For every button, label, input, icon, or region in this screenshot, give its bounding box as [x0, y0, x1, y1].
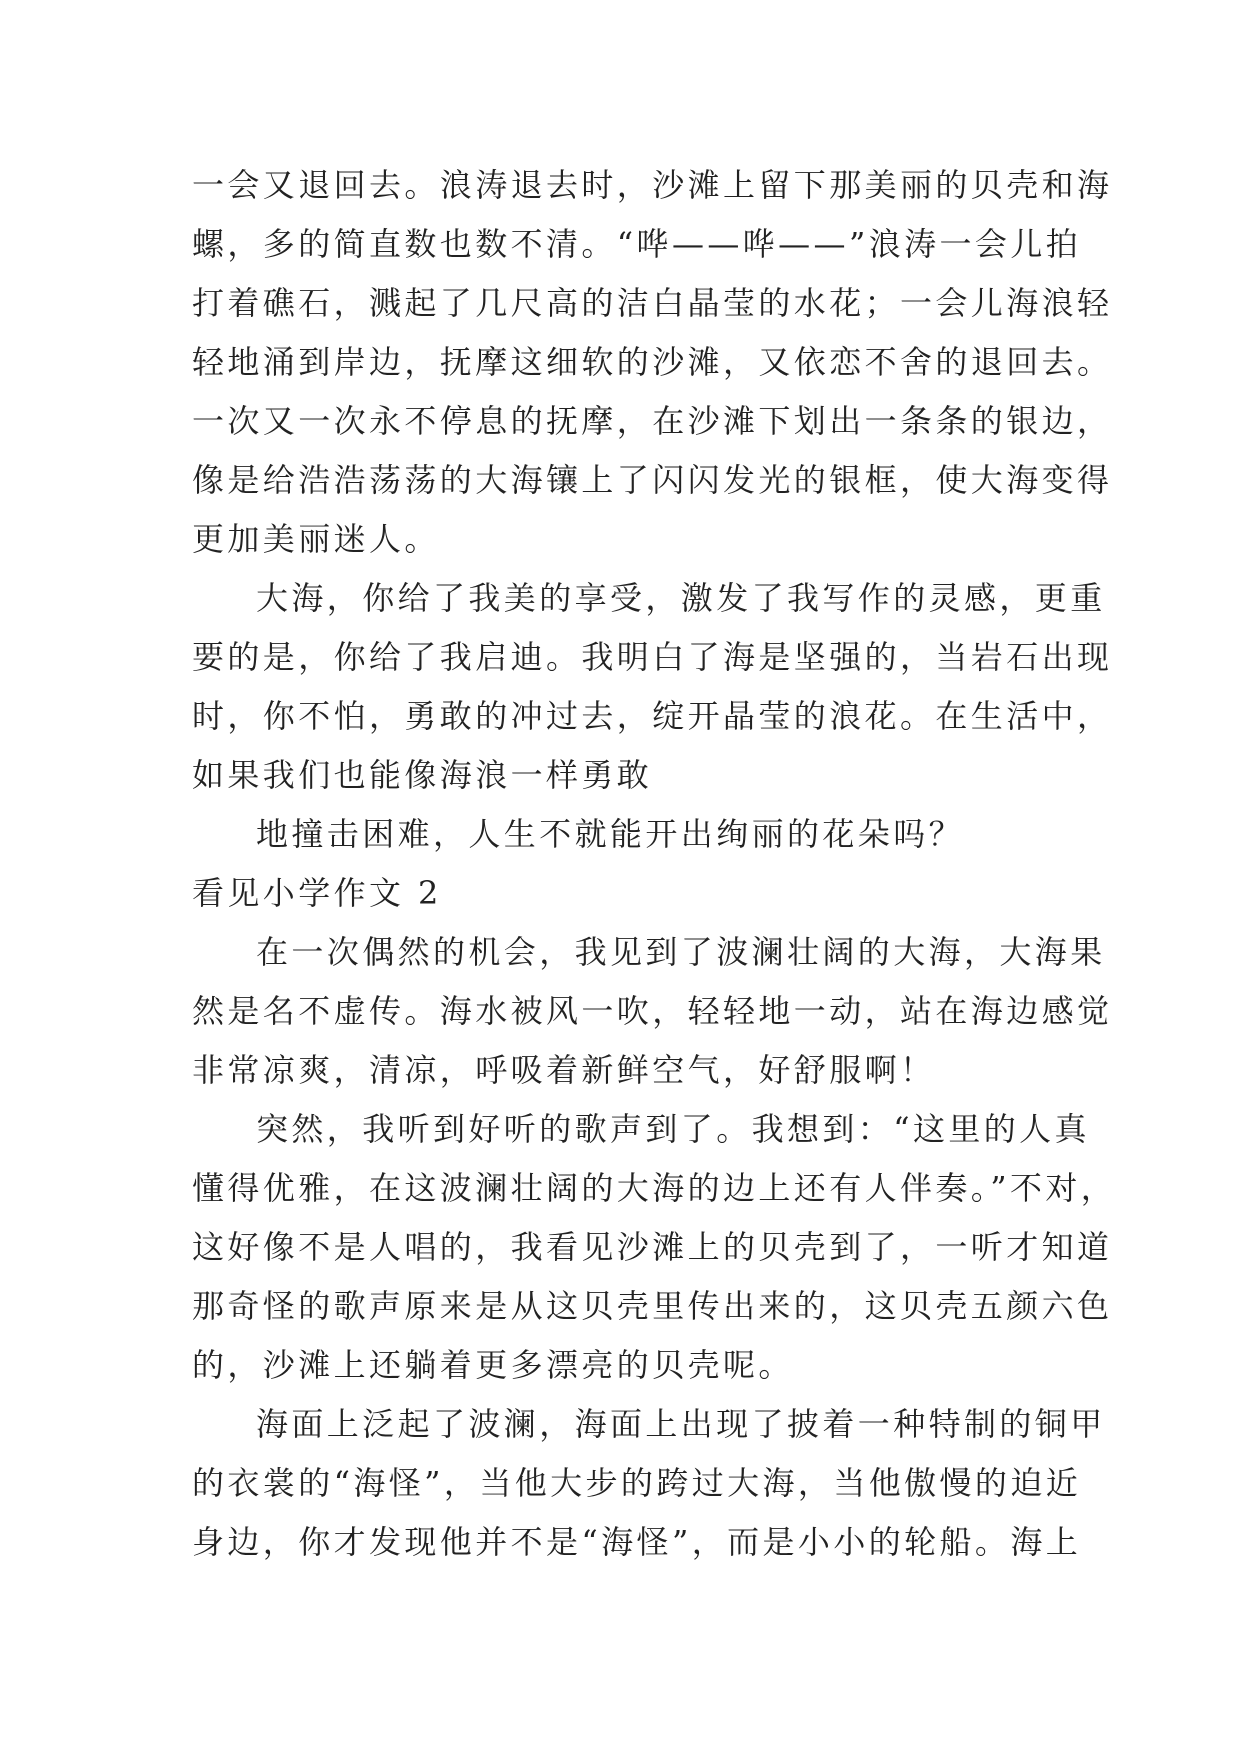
text-line: 非常凉爽，清凉，呼吸着新鲜空气，好舒服啊！: [192, 1051, 936, 1089]
text-line: 然是名不虚传。海水被风一吹，轻轻地一动，站在海边感觉: [192, 992, 1113, 1030]
text-line: 要的是，你给了我启迪。我明白了海是坚强的，当岩石出现: [192, 638, 1113, 676]
text-line: 的衣裳的“海怪”，当他大步的跨过大海，当他傲慢的迫近: [192, 1464, 1082, 1502]
text-line: 时，你不怕，勇敢的冲过去，绽开晶莹的浪花。在生活中，: [192, 697, 1113, 735]
text-line: 像是给浩浩荡荡的大海镶上了闪闪发光的银框，使大海变得: [192, 461, 1113, 499]
text-line: 如果我们也能像海浪一样勇敢: [192, 756, 653, 794]
section-title: 看见小学作文 2: [192, 874, 442, 912]
text-line: 螺，多的简直数也数不清。“哗——哗——”浪涛一会儿拍: [192, 225, 1082, 263]
text-line: 那奇怪的歌声原来是从这贝壳里传出来的，这贝壳五颜六色: [192, 1287, 1113, 1325]
text-line: 一会又退回去。浪涛退去时，沙滩上留下那美丽的贝壳和海: [192, 166, 1113, 204]
text-line: 轻地涌到岸边，抚摩这细软的沙滩，又依恋不舍的退回去。: [192, 343, 1113, 381]
paragraph-start-line: 海面上泛起了波澜，海面上出现了披着一种特制的铜甲: [256, 1405, 1106, 1443]
text-line: 身边，你才发现他并不是“海怪”，而是小小的轮船。海上: [192, 1523, 1082, 1561]
paragraph-start-line: 地撞击困难，人生不就能开出绚丽的花朵吗？: [256, 815, 965, 853]
paragraph-start-line: 大海，你给了我美的享受，激发了我写作的灵感，更重: [256, 579, 1106, 617]
text-line: 懂得优雅，在这波澜壮阔的大海的边上还有人伴奏。”不对，: [192, 1169, 1117, 1207]
text-line: 更加美丽迷人。: [192, 520, 440, 558]
document-body: [192, 156, 1117, 1572]
paragraph-start-line: 在一次偶然的机会，我见到了波澜壮阔的大海，大海果: [256, 933, 1106, 971]
text-line: 这好像不是人唱的，我看见沙滩上的贝壳到了，一听才知道: [192, 1228, 1113, 1266]
text-line: 打着礁石，溅起了几尺高的洁白晶莹的水花；一会儿海浪轻: [192, 284, 1113, 322]
paragraph-start-line: 突然，我听到好听的歌声到了。我想到：“这里的人真: [256, 1110, 1090, 1148]
text-line: 一次又一次永不停息的抚摩，在沙滩下划出一条条的银边，: [192, 402, 1113, 440]
text-line: 的，沙滩上还躺着更多漂亮的贝壳呢。: [192, 1346, 794, 1384]
